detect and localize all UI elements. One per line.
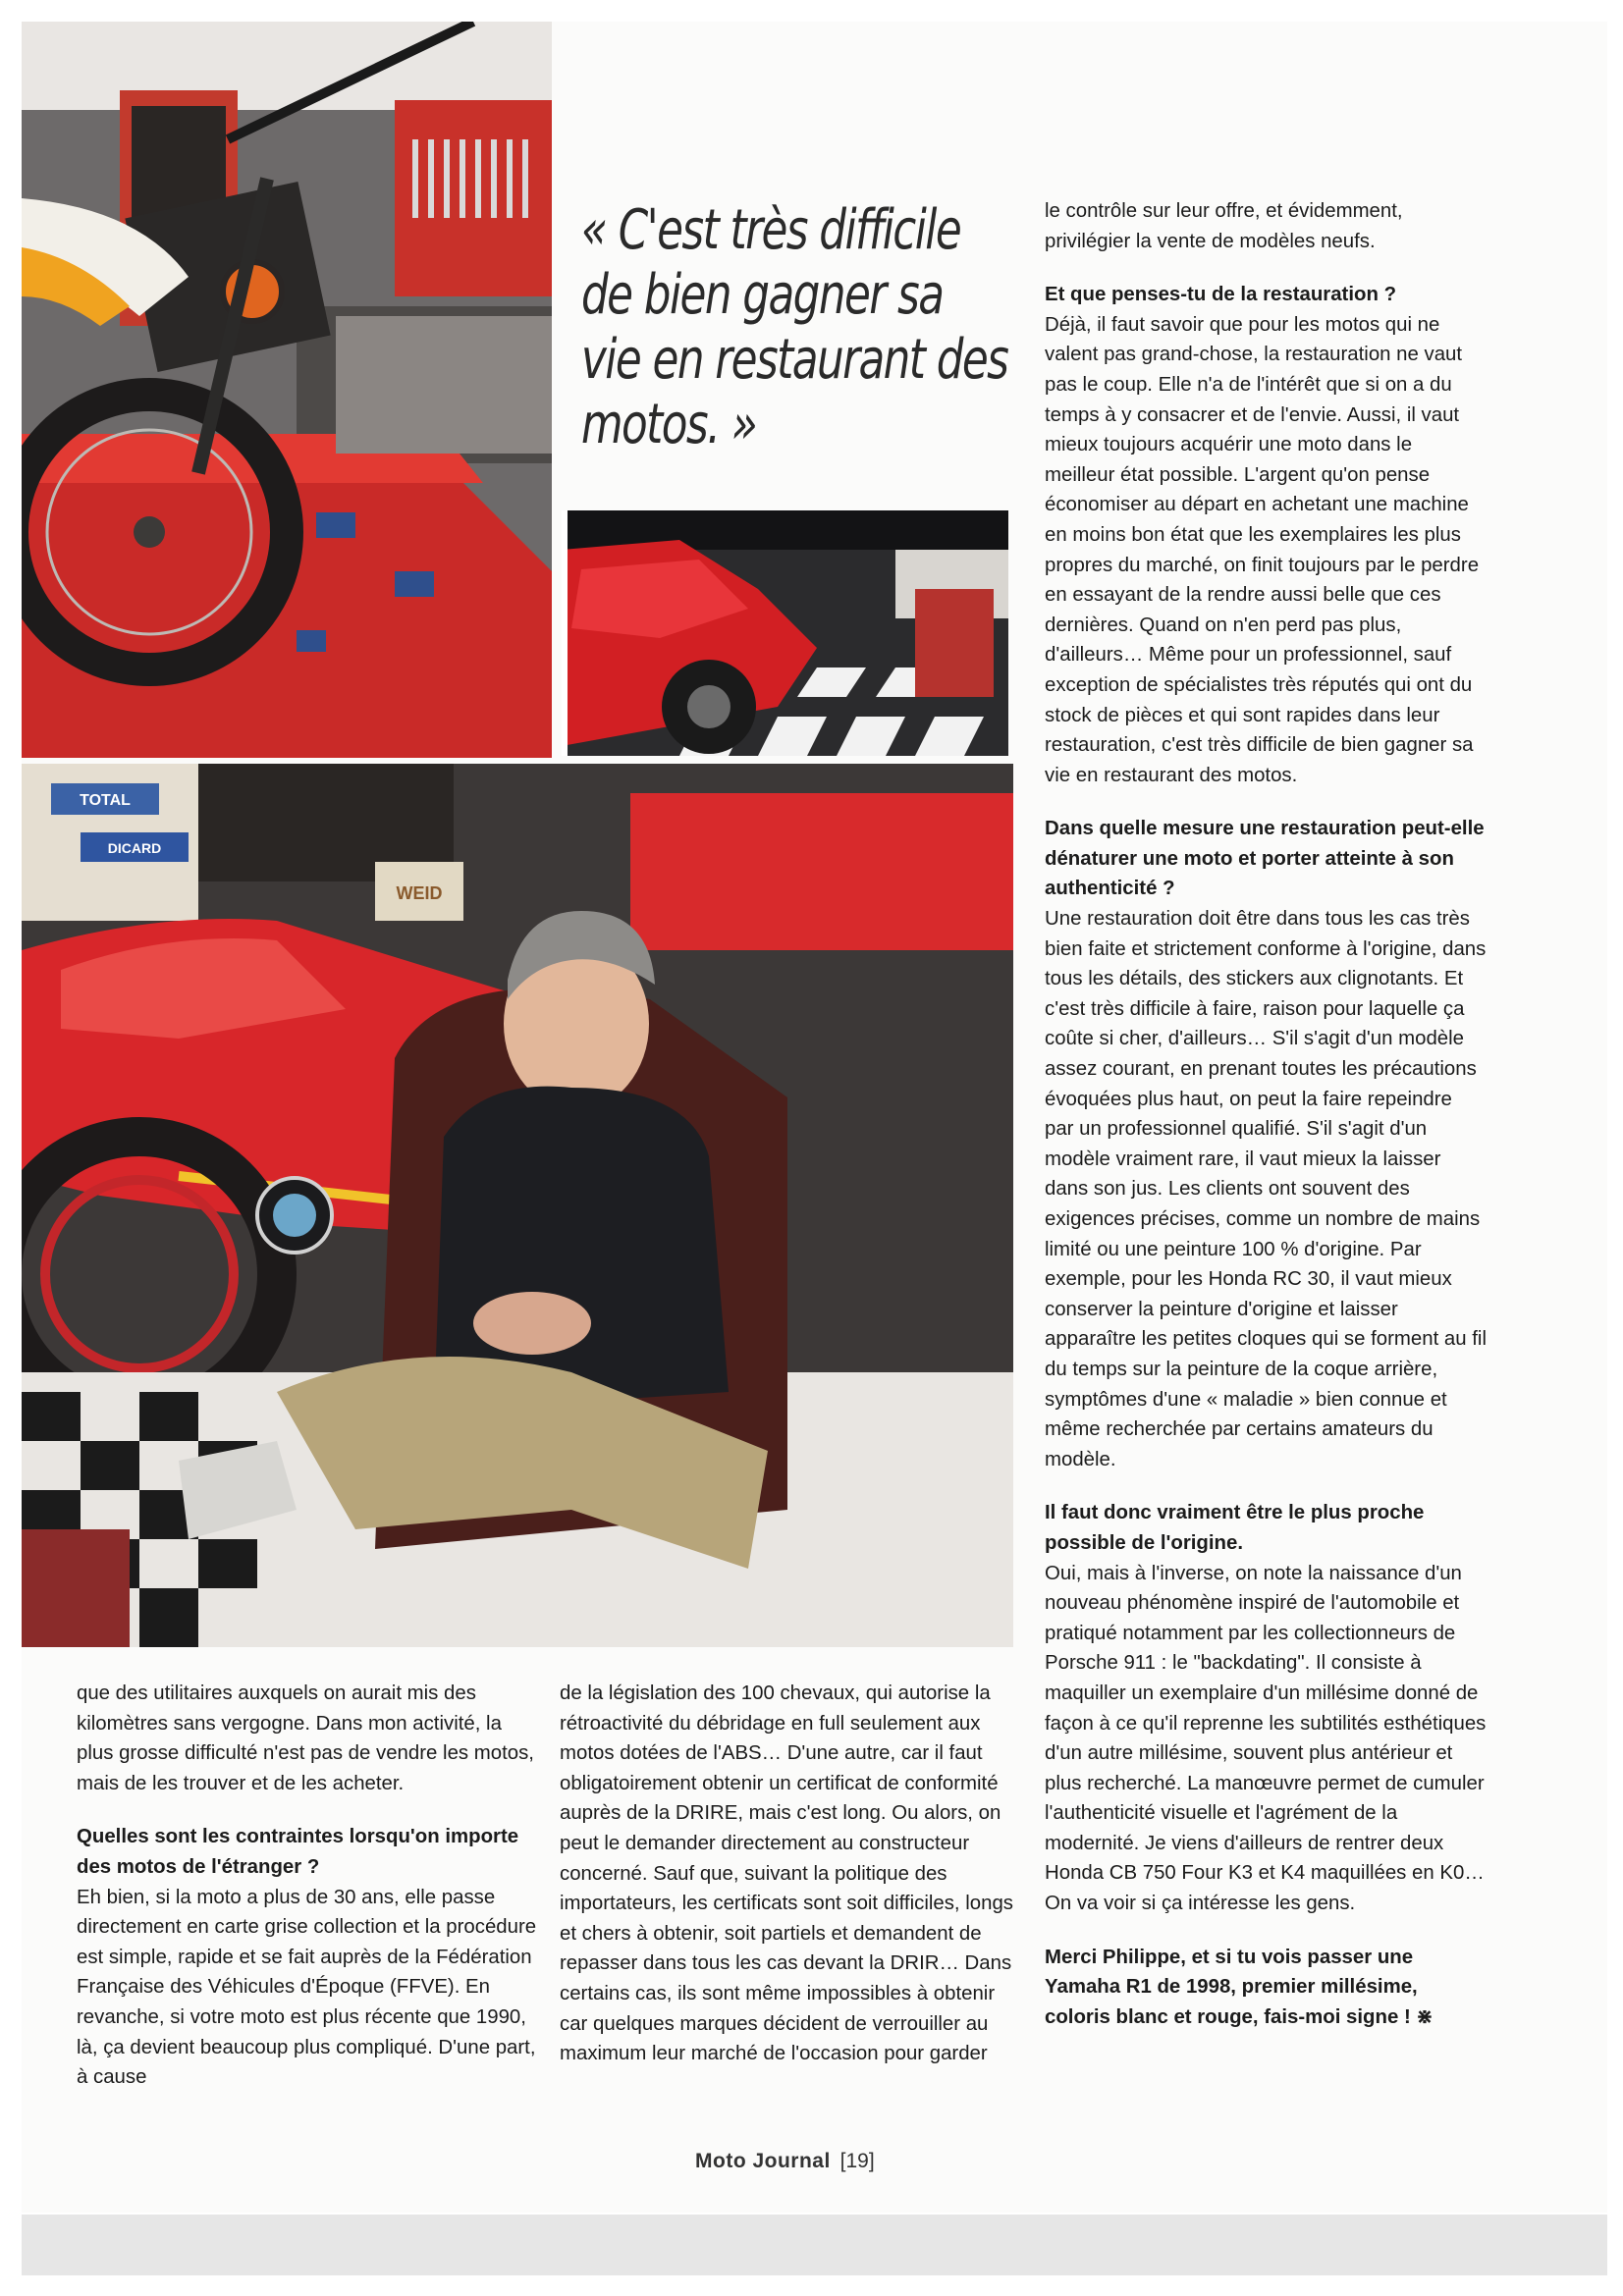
paragraph: que des utilitaires auxquels on aurait mis des kilomètres sans vergogne. Dans mon activité, la plus grosse difficulté n'est pas de vendre les motos, mais de les trouver et de les acheter.	[77, 1682, 534, 1794]
paragraph: Une restauration doit être dans tous les cas très bien faite et strictement conforme à l'origine, dans tous les détails, des stickers aux clignotants. Et c'est très difficile à faire, raison pour laquelle ça coûte si cher, d'ailleurs… S'il s'agit d'un modèle assez courant, en prenant toutes les précautions évoquées plus haut, on peut la faire repeindre par un professionnel qualifié. S'il s'agit d'un modèle vraiment rare, il vaut mieux la laisser dans son jus. Les clients ont souvent des exigences précises, comme un nombre de mains limité ou une peinture 100 % d'origine. Par exemple, pour les Honda RC 30, il vaut mieux conserver la peinture d'origine et laisser apparaître les petites cloques qui se forment au fil du temps sur la peinture de la coque arrière, symptômes d'une « maladie » bien connue et même recherchée par certains amateurs du modèle.	[1045, 908, 1487, 1470]
photo-red-superbike	[562, 510, 1008, 756]
question-heading: Et que penses-tu de la restauration ?	[1045, 284, 1397, 306]
page-number: [19]	[839, 2150, 875, 2172]
paragraph: Oui, mais à l'inverse, on note la naissance d'un nouveau phénomène inspiré de l'automobile et pratiqué notamment par les collectionneurs de Porsche 911 : le "backdating". Il consiste à maquiller un exemplaire d'un millésime donné de façon à ce qu'il reprenne les subtilités esthétiques d'un autre millésime, souvent plus antérieur et plus recherché. La manœuvre permet de cumuler l'authenticité visuelle et l'agrément de la modernité. Je viens d'ailleurs de rentrer deux Honda CB 750 Four K3 et K4 maquillées en K0… On va voir si ça intéresse les gens.	[1045, 1562, 1487, 1915]
pull-quote: « C'est très difficile de bien gagner sa vie en restaurant des motos. »	[581, 198, 1008, 456]
sign-total: TOTAL	[80, 792, 131, 809]
paragraph: Eh bien, si la moto a plus de 30 ans, elle passe directement en carte grise collection et la procédure est simple, rapide et se fait auprès de la Fédération Française des Véhicules d'Époque (FFVE). En revanche, si votre moto est plus récente que 1990, là, ça devient beaucoup plus compliqué. D'une part, à cause	[77, 1886, 537, 2089]
question-heading: Quelles sont les contraintes lorsqu'on importe des motos de l'étranger ?	[77, 1826, 519, 1878]
scan-bottom-strip	[22, 2215, 1607, 2275]
paragraph: de la législation des 100 chevaux, qui autorise la rétroactivité du débridage en full seulement aux motos dotées de l'ABS… D'une autre, car il faut obligatoirement obtenir un certificat de conformité auprès de la DRIRE, mais c'est long. Ou alors, on peut le demander directement au constructeur concerné. Sauf que, suivant la politique des importateurs, les certificats sont soit difficiles, longs et chers à obtenir, soit partiels et demandent de repasser dans tous les cas devant la DRIR… Dans certains cas, ils sont même impossibles à obtenir car quelques marques décident de verrouiller au maximum leur marché de l'occasion pour garder	[560, 1682, 1013, 2065]
article-column-right	[1045, 196, 1487, 2032]
photo-portrait-dealer	[22, 764, 1013, 1647]
sign-weid: WEID	[396, 883, 443, 903]
paragraph: Déjà, il faut savoir que pour les motos qui ne valent pas grand-chose, la restauration ne vaut pas le coup. Elle n'a de l'intérêt que si on a du temps à y consacrer et de l'envie. Aussi, il vaut mieux toujours acquérir une moto dans le meilleur état possible. L'argent qu'on pense économiser au départ en achetant une machine en moins bon état que les exemplaires les plus propres du marché, on finit toujours par le perdre en essayant de la rendre aussi belle que ces dernières. Quand on n'en perd pas plus, d'ailleurs… Même pour un professionnel, sauf exception de spécialistes très réputés qui ont du stock de pièces et qui sont rapides dans leur restauration, c'est très difficile de bien gagner sa vie en restaurant des motos.	[1045, 313, 1480, 786]
closing-line: Merci Philippe, et si tu vois passer une Yamaha R1 de 1998, premier millésime, coloris blanc et rouge, fais-moi signe ! ⋇	[1045, 1946, 1434, 2028]
article-column-left	[77, 1679, 538, 2093]
sign-dicard: DICARD	[107, 840, 162, 856]
question-heading: Dans quelle mesure une restauration peut-elle dénaturer une moto et porter atteinte à son authenticité ?	[1045, 818, 1485, 900]
paragraph: le contrôle sur leur offre, et évidemment, privilégier la vente de modèles neufs.	[1045, 200, 1403, 252]
question-heading: Il faut donc vraiment être le plus proche possible de l'origine.	[1045, 1502, 1425, 1554]
article-column-middle	[560, 1679, 1021, 2069]
page-footer	[695, 2150, 875, 2173]
magazine-name: Moto Journal	[695, 2150, 831, 2172]
photo-workshop-motorcycle	[22, 22, 552, 758]
